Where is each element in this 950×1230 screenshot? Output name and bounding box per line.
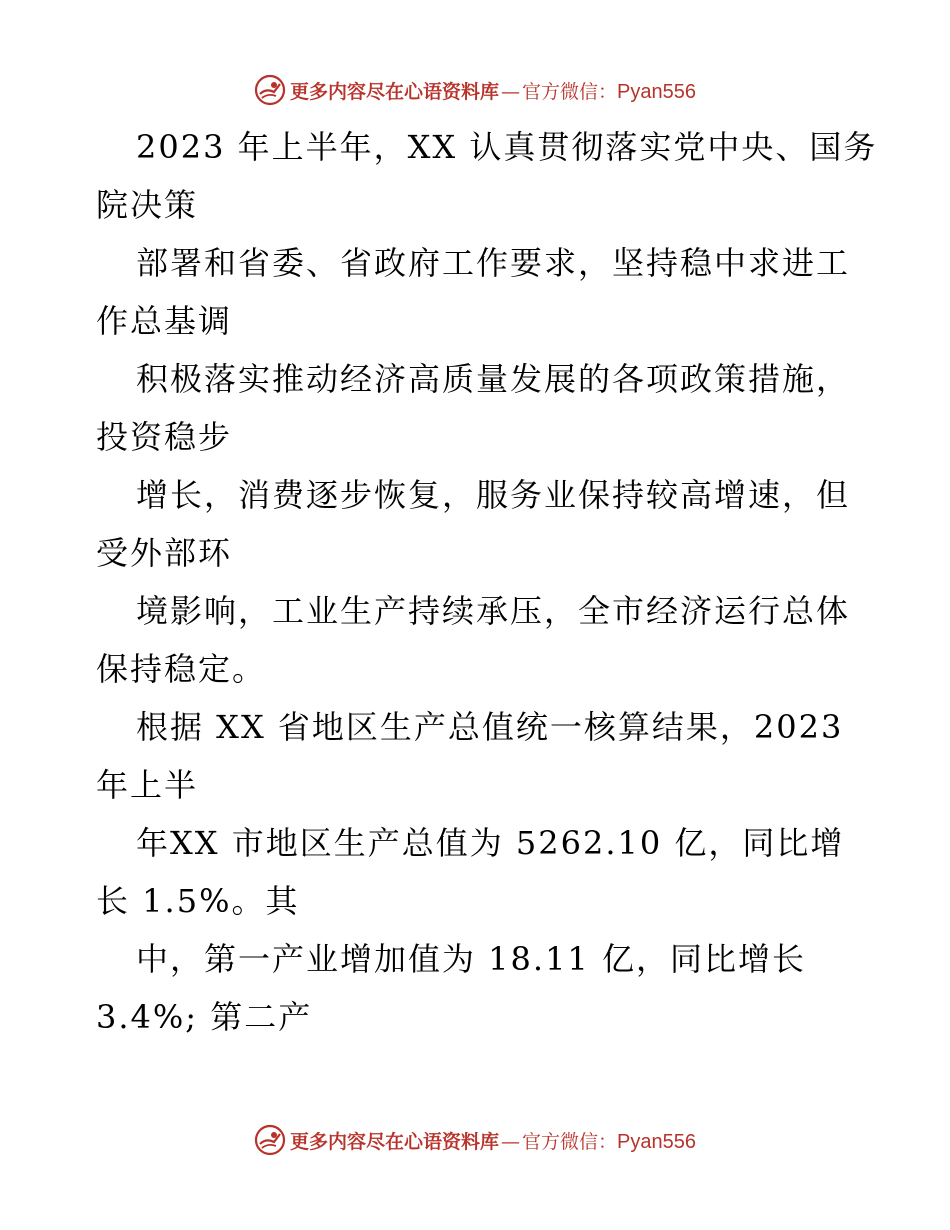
body-line: 积极落实推动经济高质量发展的各项政策措施，: [136, 360, 851, 398]
footer-banner: [0, 1122, 950, 1158]
body-line: 投资稳步: [96, 418, 233, 456]
header-wechat-id: Pyan556: [617, 80, 696, 103]
body-line: 长 1.5%。其: [96, 882, 300, 920]
body-line: 保持稳定。: [96, 650, 267, 688]
document-body: [96, 118, 886, 1046]
book-logo-icon: [254, 1124, 286, 1156]
body-line: 作总基调: [96, 302, 233, 340]
body-line: 年XX 市地区生产总值为 5262.10 亿，同比增: [136, 824, 845, 862]
body-line: 部署和省委、省政府工作要求，坚持稳中求进工: [136, 244, 851, 282]
body-line: 2023 年上半年，XX 认真贯彻落实党中央、国务: [136, 128, 878, 166]
footer-dash: —: [501, 1130, 521, 1153]
footer-site-text: 更多内容尽在心语资料库: [290, 1130, 500, 1153]
body-line: 年上半: [96, 766, 199, 804]
body-line: 受外部环: [96, 534, 233, 572]
header-site-text: 更多内容尽在心语资料库: [290, 80, 500, 103]
body-line: 院决策: [96, 186, 199, 224]
header-banner: [0, 72, 950, 108]
header-dash: —: [501, 80, 521, 103]
footer-wechat-label: 官方微信：: [522, 1130, 618, 1153]
body-line: 根据 XX 省地区生产总值统一核算结果，2023: [136, 708, 844, 746]
body-line: 增长，消费逐步恢复，服务业保持较高增速，但: [136, 476, 851, 514]
header-wechat-label: 官方微信：: [522, 80, 618, 103]
body-line: 境影响，工业生产持续承压，全市经济运行总体: [136, 592, 851, 630]
body-line: 中，第一产业增加值为 18.11 亿，同比增长: [136, 940, 806, 978]
footer-wechat-id: Pyan556: [617, 1130, 696, 1153]
book-logo-icon: [254, 74, 286, 106]
body-line: 3.4%; 第二产: [96, 998, 313, 1036]
